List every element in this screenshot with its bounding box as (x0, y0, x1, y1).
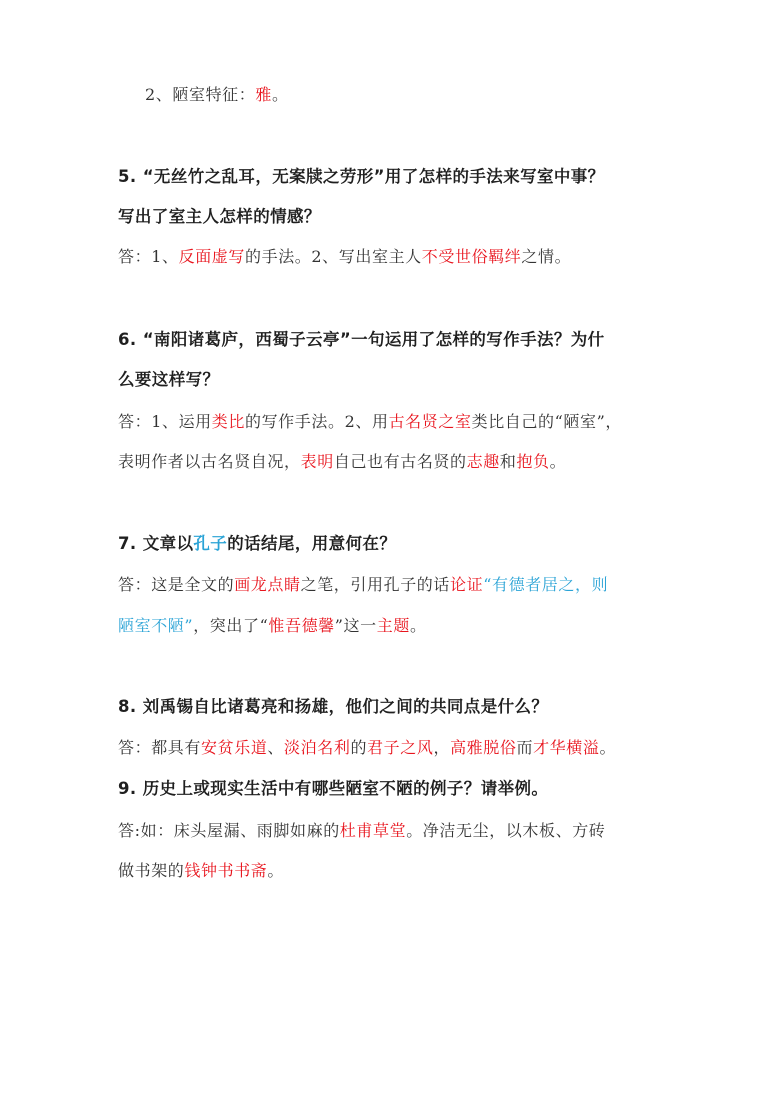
q8-answer-highlight: 安贫乐道 (201, 738, 268, 757)
q5-answer (118, 246, 571, 268)
q6-question-line2: 么要这样写？ (118, 370, 220, 389)
q8-answer-highlight: 才华横溢 (533, 738, 600, 757)
q6-answer-highlight: 志趣 (466, 452, 500, 471)
q8-answer-text: 。 (599, 738, 617, 757)
q6-answer-highlight: 类比 (211, 412, 245, 431)
q9-answer-text: 。 (267, 861, 285, 880)
q5-answer-text: 答：1、 (118, 247, 179, 266)
q5-question-line2: 写出了室主人怎样的情感？ (118, 207, 321, 226)
q8-answer-text: ， (433, 738, 451, 757)
q6-answer-highlight: 古名贤之室 (388, 412, 472, 431)
q9-answer-text: 做书架的 (118, 861, 185, 880)
q7-answer-text: ”这一 (334, 616, 377, 635)
q9-answer-text: 。净洁无尘，以木板、方砖 (406, 821, 606, 840)
q9-answer-highlight: 钱钟书书斋 (184, 861, 268, 880)
q9-answer-highlight: 杜甫草堂 (339, 821, 407, 840)
q8-answer-text: 答：都具有 (118, 738, 202, 757)
intro-prefix: 2、陋室特征： (145, 85, 256, 104)
q7-answer-line2 (118, 615, 427, 637)
q5-question-line1: 5. “无丝竹之乱耳，无案牍之劳形”用了怎样的手法来写室中事？ (118, 167, 605, 186)
q7-answer-highlight: 主题 (376, 616, 410, 635)
q6-answer-text: 。 (549, 452, 567, 471)
q8-answer-text: 、 (267, 738, 285, 757)
q8-answer (118, 737, 616, 759)
q6-answer-text: 自己也有古名贤的 (333, 452, 467, 471)
q7-answer-highlight: 惟吾德馨 (268, 616, 335, 635)
q8-answer-text: 的 (350, 738, 368, 757)
intro-highlight: 雅 (255, 85, 272, 104)
q8-answer-highlight: 高雅脱俗 (450, 738, 517, 757)
q6-answer-highlight: 表明 (300, 452, 334, 471)
q7-question-highlight: 孔子 (193, 534, 228, 553)
q7-answer-line1 (118, 574, 608, 596)
q5-answer-highlight: 反面虚写 (178, 247, 245, 266)
q9-answer-line1 (118, 820, 605, 842)
q7-question-text: 的话结尾，用意何在？ (227, 534, 397, 553)
q6-answer-line2 (118, 451, 566, 473)
q6-answer-text: 表明作者以古名贤自况， (118, 452, 301, 471)
intro-line (145, 84, 289, 106)
q9-answer-line2 (118, 860, 284, 882)
q7-question (118, 533, 396, 555)
q7-answer-text: 。 (409, 616, 427, 635)
q9-question: 9. 历史上或现实生活中有哪些陋室不陋的例子？请举例。 (118, 779, 549, 798)
q7-answer-text: 之笔，引用孔子的话 (300, 575, 451, 594)
q7-answer-highlight: 画龙点睛 (234, 575, 301, 594)
intro-suffix: 。 (272, 85, 289, 104)
q6-answer-text: 和 (499, 452, 517, 471)
q7-answer-quote: “有德者居之，则 (483, 575, 609, 594)
q9-answer-text: 答:如：床头屋漏、雨脚如麻的 (118, 821, 340, 840)
q6-answer-line1 (118, 411, 622, 433)
q8-answer-highlight: 君子之风 (367, 738, 434, 757)
q6-answer-text: 答：1、运用 (118, 412, 212, 431)
q5-answer-text: 的手法。2、写出室主人 (245, 247, 422, 266)
q7-answer-text: 答：这是全文的 (118, 575, 235, 594)
q6-answer-highlight: 抱负 (516, 452, 550, 471)
q7-answer-text: ，突出了“ (193, 616, 269, 635)
q8-answer-highlight: 淡泊名利 (284, 738, 351, 757)
q8-question: 8. 刘禹锡自比诸葛亮和扬雄，他们之间的共同点是什么？ (118, 697, 549, 716)
q6-question-line1: 6. “南阳诸葛庐，西蜀子云亭”一句运用了怎样的写作手法？为什 (118, 330, 605, 349)
q5-answer-text: 之情。 (521, 247, 572, 266)
q6-answer-text: 的写作手法。2、用 (244, 412, 389, 431)
q8-answer-text: 而 (516, 738, 534, 757)
q5-answer-highlight: 不受世俗羁绊 (421, 247, 522, 266)
q6-answer-text: 类比自己的“陋室”， (471, 412, 622, 431)
q7-question-text: 7. 文章以 (118, 534, 194, 553)
q7-answer-highlight: 论证 (450, 575, 484, 594)
q7-answer-quote: 陋室不陋” (118, 616, 194, 635)
